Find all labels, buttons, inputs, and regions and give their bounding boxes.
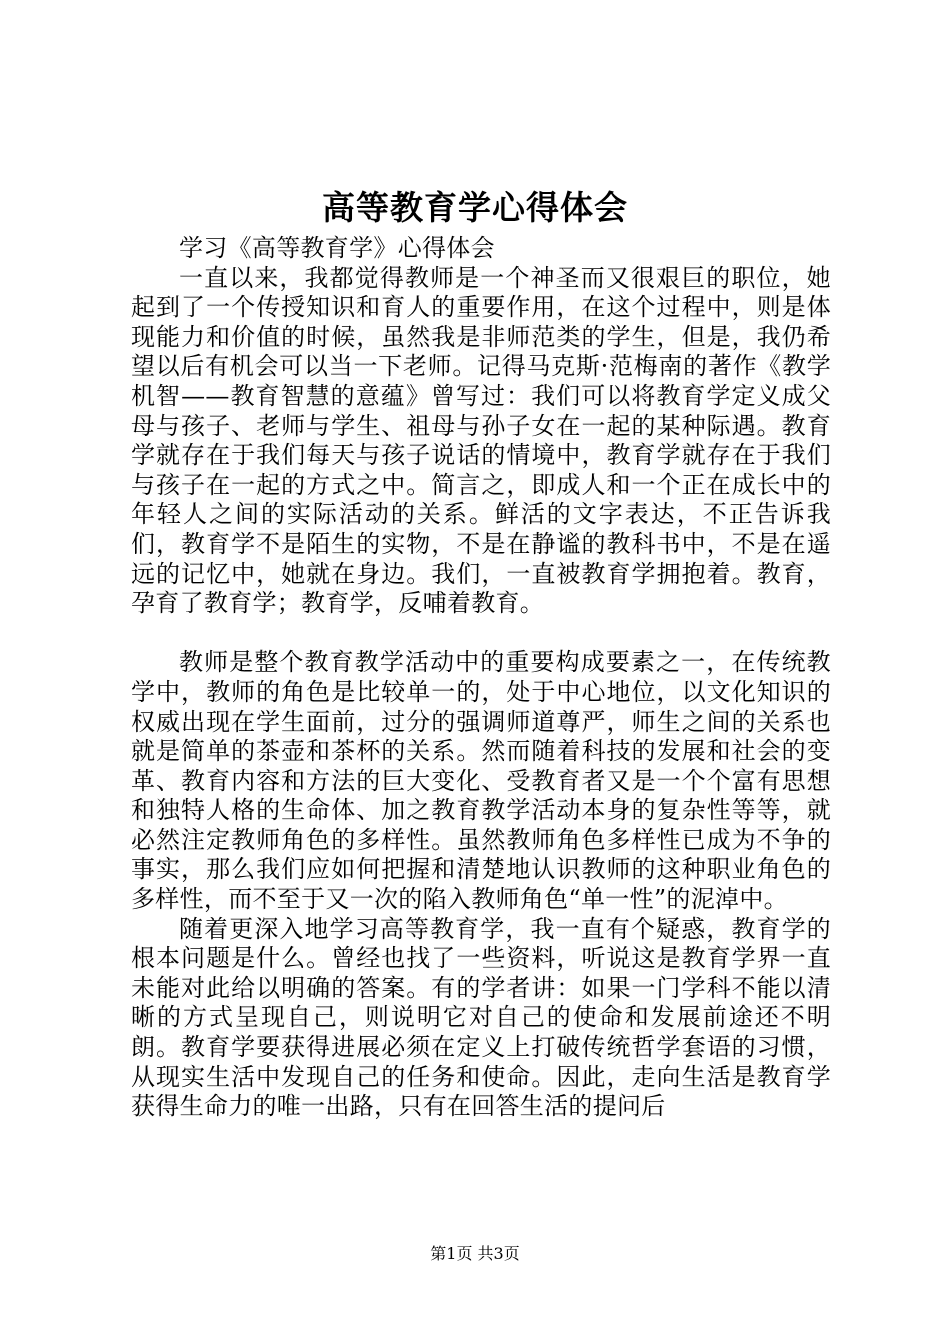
paragraph-1: 一直以来，我都觉得教师是一个神圣而又很艰巨的职位，她起到了一个传授知识和育人的重要作用，在这个过程中，则是体现能力和价值的时候，虽然我是非师范类的学生，但是，我仍希望以后有机会可以当一下老师。记得马克斯·范梅南的著作《教学机智——教育智慧的意蕴》曾写过：我们可以将教育学定义成父母与孩子、老师与学生、祖母与孙子女在一起的某种际遇。教育学就存在于我们每天与孩子说话的情境中，教育学就存在于我们与孩子在一起的方式之中。简言之，即成人和一个正在成长中的年轻人之间的实际活动的关系。鲜活的文字表达，不正告诉我们，教育学不是陌生的实物，不是在静谧的教科书中，不是在遥远的记忆中，她就在身边。我们，一直被教育学拥抱着。教育，孕育了教育学；教育学，反哺着教育。 — [131, 263, 831, 618]
page-footer: 第1页 共3页 — [430, 1244, 520, 1263]
subtitle-paragraph: 学习《高等教育学》心得体会 — [179, 234, 495, 262]
document-body — [131, 234, 831, 1122]
paragraph-3: 随着更深入地学习高等教育学，我一直有个疑惑，教育学的根本问题是什么。曾经也找了一些资料，听说这是教育学界一直未能对此给以明确的答案。有的学者讲：如果一门学科不能以清晰的方式呈现自己，则说明它对自己的使命和发展前途还不明朗。教育学要获得进展必须在定义上打破传统哲学套语的习惯，从现实生活中发现自己的任务和使命。因此，走向生活是教育学获得生命力的唯一出路，只有在回答生活的提问后 — [131, 914, 831, 1121]
paragraph-spacer — [131, 619, 831, 649]
document-title: 高等教育学心得体会 — [322, 188, 628, 227]
paragraph-2: 教师是整个教育教学活动中的重要构成要素之一，在传统教学中，教师的角色是比较单一的，处于中心地位，以文化知识的权威出现在学生面前，过分的强调师道尊严，师生之间的关系也就是简单的茶壶和茶杯的关系。然而随着科技的发展和社会的变革、教育内容和方法的巨大变化、受教育者又是一个个富有思想和独特人格的生命体、加之教育教学活动本身的复杂性等等，就必然注定教师角色的多样性。虽然教师角色多样性已成为不争的事实，那么我们应如何把握和清楚地认识教师的这种职业角色的多样性，而不至于又一次的陷入教师角色“单一性”的泥淖中。 — [131, 648, 831, 914]
